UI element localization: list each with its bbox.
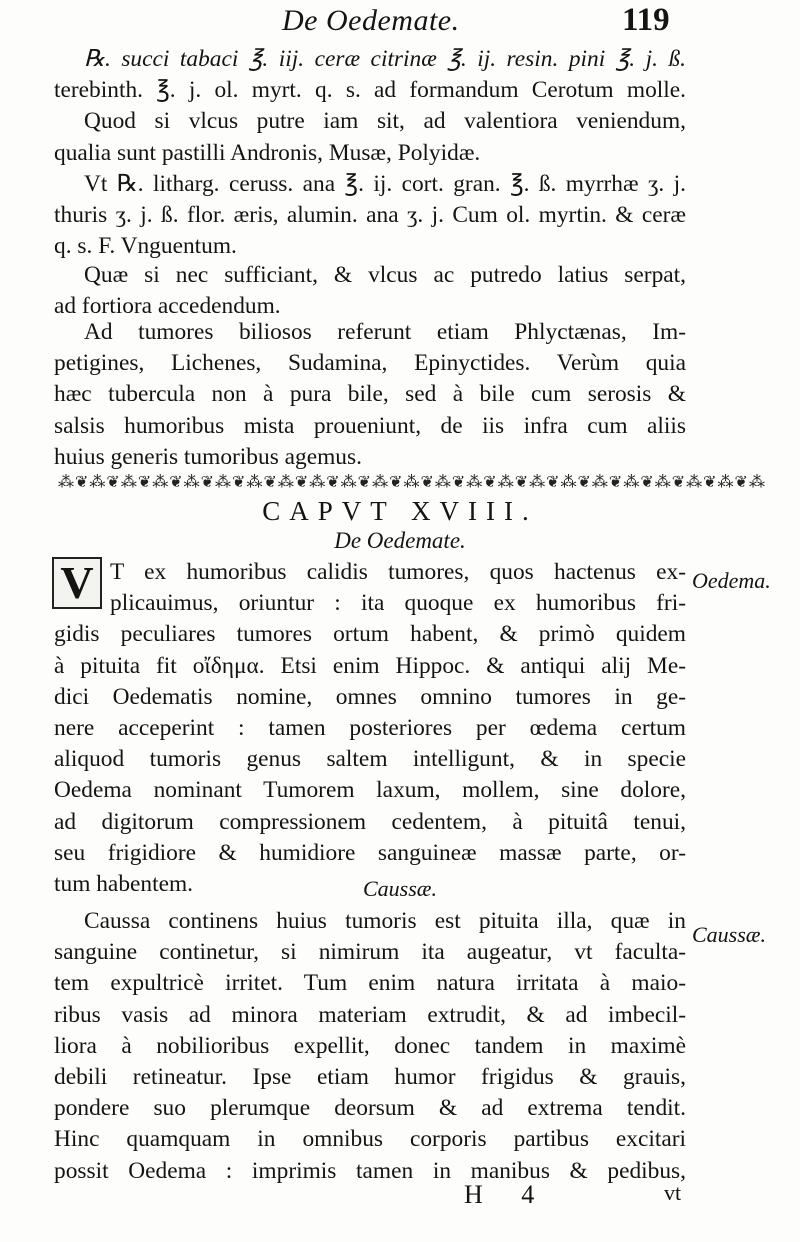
text-line: nere acceperint : tamen posteriores per œdema certum (54, 715, 686, 742)
drop-cap: V (52, 557, 102, 609)
running-head: De Oedemate. (282, 4, 460, 37)
bilious-tumors-paragraph (54, 317, 686, 473)
text-line: gidis peculiares tumores ortum habent, & primò quidem (54, 621, 686, 648)
text-line: ad digitorum compressionem cedentem, à pituitâ tenui, (54, 808, 686, 835)
text-line: seu frigidiore & humidiore sanguineæ massæ parte, or- (54, 839, 686, 866)
text-line: liora à nobilioribus expellit, donec tandem in maximè (54, 1032, 686, 1059)
text-line: debili retineatur. Ipse etiam humor frigidus & grauis, (54, 1064, 686, 1091)
text-line: hæc tubercula non à pura bile, sed à bile cum serosis & (54, 381, 686, 408)
text-line: Quæ si nec sufficiant, & vlcus ac putredo latius serpat, (84, 262, 686, 288)
margin-note-oedema: Oedema. (692, 568, 771, 593)
text-line: qualia sunt pastilli Andronis, Musæ, Polyidæ. (54, 139, 481, 166)
text-line: Ad tumores biliosos referunt etiam Phlyctænas, Im- (84, 319, 686, 345)
text-line: ad fortiora accedendum. (54, 293, 281, 320)
unguent-paragraph (54, 169, 686, 263)
text-line: Hinc quamquam in omnibus corporis partibus excitari (54, 1126, 686, 1153)
text-line: Quod si vlcus putre iam sit, ad valentiora veniendum, (84, 108, 686, 135)
page-number: 119 (622, 2, 670, 38)
text-line: salsis humoribus mista proueniunt, de iis infra cum aliis (54, 412, 686, 439)
text-line: petigines, Lichenes, Sudamina, Epinyctides. Verùm quia (54, 350, 686, 377)
text-line: tem expultricè irritet. Tum enim natura irritata à maio- (54, 970, 686, 997)
margin-note-caussae: Caussæ. (692, 922, 766, 947)
text-line: aliquod tumoris genus saltem intelligunt, & in specie (54, 746, 686, 773)
stronger-remedies-paragraph (54, 260, 686, 322)
text-line: pondere suo plerumque deorsum & ad extrema tendit. (54, 1095, 686, 1122)
section-heading: Caussæ. (363, 876, 437, 901)
text-line: ℞. succi tabaci ℥. iij. ceræ citrinæ ℥. ij. resin. pini ℥. j. ß. (84, 46, 686, 72)
decorative-divider: ⁂❦⁂❦⁂❦⁂❦⁂❦⁂❦⁂❦⁂❦⁂❦⁂❦⁂❦⁂❦⁂❦⁂❦⁂❦⁂❦⁂❦⁂❦⁂❦⁂❦⁂❦⁂❦⁂ (58, 474, 766, 491)
text-line: plicauimus, oriuntur : ita quoque ex humoribus fri- (110, 590, 686, 617)
signature-mark: H 4 (464, 1180, 551, 1209)
text-line: thuris ʒ. j. ß. flor. æris, alumin. ana ʒ. j. Cum ol. myrtin. & ceræ (54, 202, 686, 229)
text-line: tum habentem. (54, 871, 194, 898)
text-line: Vt ℞. litharg. ceruss. ana ℥. ij. cort. gran. ℥. ß. myrrhæ ʒ. j. (84, 171, 686, 197)
chapter-subtitle: De Oedemate. (334, 528, 466, 553)
text-line: sanguine continetur, si nimirum ita augeatur, vt faculta- (54, 939, 686, 966)
text-line: possit Oedema : imprimis tamen in manibus & pedibus, (54, 1157, 686, 1184)
chapter-title: CAPVT XVIII. (262, 496, 538, 526)
recipe-paragraph (54, 44, 686, 169)
text-line: terebinth. ℥. j. ol. myrt. q. s. ad formandum Cerotum molle. (54, 77, 686, 104)
text-line: Caussa continens huius tumoris est pituita illa, quæ in (84, 908, 686, 934)
causes-paragraph (54, 906, 686, 1187)
text-line: huius generis tumoribus agemus. (54, 443, 362, 470)
text-line: ribus vasis ad minora materiam extrudit, & ad imbecil- (54, 1001, 686, 1028)
text-line: à pituita fit οἴδημα. Etsi enim Hippoc. & antiqui alij Me- (54, 652, 686, 679)
catchword: vt (664, 1180, 682, 1205)
oedema-definition-paragraph (54, 557, 686, 900)
text-line: dici Oedematis nomine, omnes omnino tumores in ge- (54, 683, 686, 710)
text-line: q. s. F. Vnguentum. (54, 233, 237, 260)
text-line: Oedema nominant Tumorem laxum, mollem, sine dolore, (54, 777, 686, 804)
page-header (0, 2, 800, 42)
text-line: T ex humoribus calidis tumores, quos hactenus ex- (110, 559, 686, 585)
